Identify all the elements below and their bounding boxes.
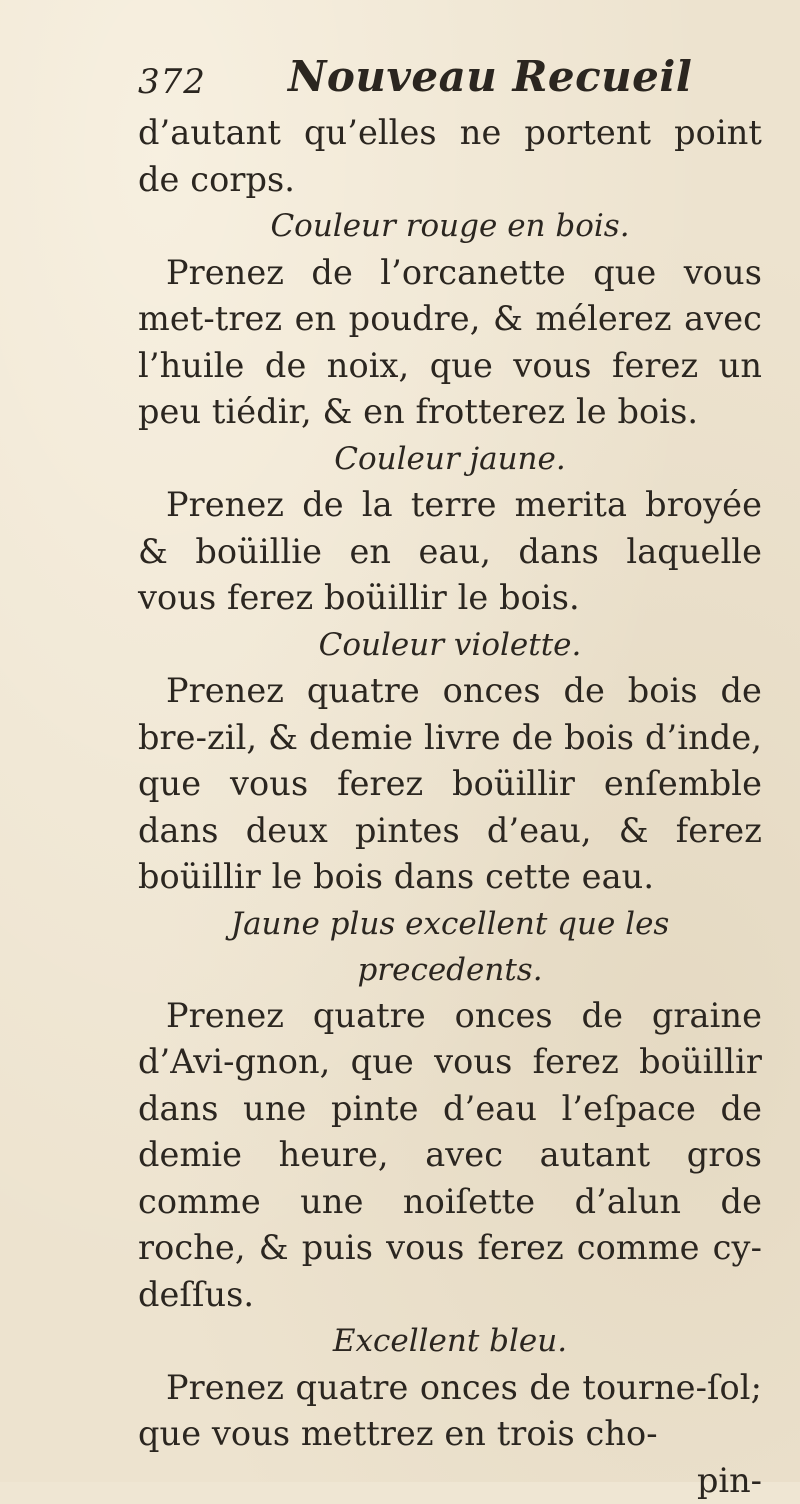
section-heading-line-2: precedents.: [357, 951, 543, 988]
recipe-paragraph-excellent-yellow: Prenez quatre onces de graine d’Avi-gnon, que vous ferez boüillir dans une pinte d’eau l’eſpace de demie heure, avec autant gros comme une noiſette d’alun de roche, & puis vous ferez comme cy-deſſus.: [138, 995, 762, 1314]
recipe-paragraph-violet: Prenez quatre onces de bois de bre-zil, & demie livre de bois d’inde, que vous ferez boüillir enſemble dans deux pintes d’eau, & ferez boüillir le bois dans cette eau.: [138, 671, 762, 896]
running-title: Nouveau Recueil: [288, 52, 693, 101]
section-heading-line-1: Jaune plus excellent que les: [230, 905, 670, 942]
catchword-line: [138, 1458, 762, 1504]
running-head: [138, 52, 762, 110]
recipe-paragraph-yellow: Prenez de la terre merita broyée & boüillie en eau, dans laquelle vous ferez boüillir le bois.: [138, 485, 762, 617]
recipe-paragraph-excellent-blue: Prenez quatre onces de tourne-ſol; que vous mettrez en trois cho-: [138, 1367, 762, 1453]
catchword: pin-: [696, 1460, 762, 1500]
section-heading-red-wood: Couleur rouge en bois.: [270, 208, 630, 244]
section-heading-excellent-blue: Excellent bleu.: [332, 1323, 568, 1359]
recipe-paragraph-red-wood: Prenez de l’orcanette que vous met-trez en poudre, & mélerez avec l’huile de noix, que vous ferez un peu tiédir, & en frotterez le bois.: [138, 252, 762, 431]
opening-paragraph: d’autant qu’elles ne portent point de corps.: [138, 113, 762, 199]
section-heading-violet: Couleur violette.: [318, 626, 582, 663]
page-number: 372: [138, 62, 206, 102]
section-heading-excellent-yellow: [138, 901, 762, 993]
section-heading-yellow: Couleur jaune.: [334, 440, 566, 477]
